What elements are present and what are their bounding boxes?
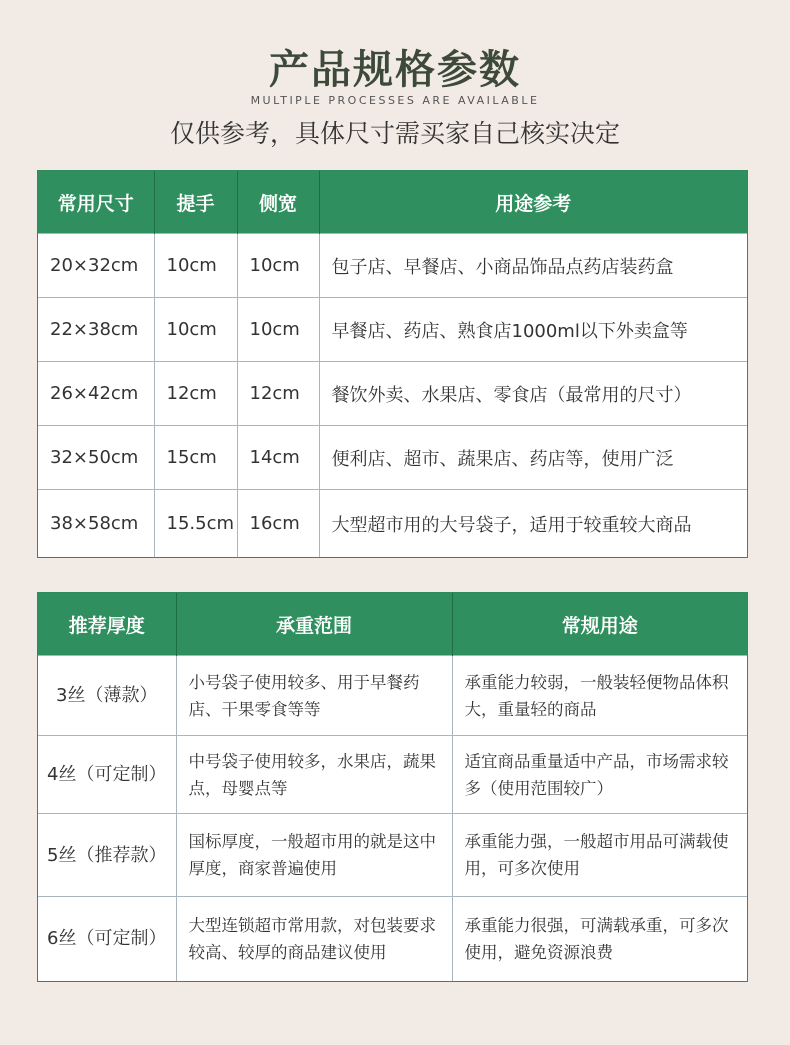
side-width-cell: 12cm <box>237 362 319 426</box>
thickness-table-header-row <box>38 593 747 656</box>
handle-cell: 10cm <box>154 234 237 298</box>
page-title: 产品规格参数 <box>269 47 521 93</box>
load-range-cell: 小号袋子使用较多、用于早餐药店、干果零食等等 <box>176 656 452 736</box>
thickness-cell: 3丝（薄款） <box>38 656 176 736</box>
regular-usage-cell: 适宜商品重量适中产品，市场需求较多（使用范围较广） <box>452 736 747 814</box>
thickness-cell: 5丝（推荐款） <box>38 814 176 897</box>
side-width-cell: 14cm <box>237 426 319 490</box>
table-row <box>38 656 747 736</box>
handle-cell: 10cm <box>154 298 237 362</box>
usage-cell: 包子店、早餐店、小商品饰品点药店装药盒 <box>319 234 747 298</box>
usage-cell: 便利店、超市、蔬果店、药店等，使用广泛 <box>319 426 747 490</box>
header-handle: 提手 <box>154 171 237 234</box>
load-range-cell: 国标厚度，一般超市用的就是这中厚度，商家普遍使用 <box>176 814 452 897</box>
table-row <box>38 234 747 298</box>
header-recommended-thickness: 推荐厚度 <box>38 593 176 656</box>
load-range-cell: 中号袋子使用较多，水果店，蔬果点，母婴点等 <box>176 736 452 814</box>
thickness-cell: 4丝（可定制） <box>38 736 176 814</box>
header-load-range: 承重范围 <box>176 593 452 656</box>
regular-usage-cell: 承重能力较弱，一般装轻便物品体积大，重量轻的商品 <box>452 656 747 736</box>
handle-cell: 12cm <box>154 362 237 426</box>
reference-note: 仅供参考，具体尺寸需买家自己核实决定 <box>169 119 620 148</box>
table-row <box>38 736 747 814</box>
usage-cell: 大型超市用的大号袋子，适用于较重较大商品 <box>319 490 747 558</box>
handle-cell: 15cm <box>154 426 237 490</box>
usage-cell: 餐饮外卖、水果店、零食店（最常用的尺寸） <box>319 362 747 426</box>
size-cell: 22×38cm <box>38 298 154 362</box>
table-row <box>38 426 747 490</box>
table-row <box>38 814 747 897</box>
table-row <box>38 490 747 558</box>
handle-cell: 15.5cm <box>154 490 237 558</box>
thickness-table <box>38 593 747 981</box>
header-regular-usage: 常规用途 <box>452 593 747 656</box>
regular-usage-cell: 承重能力很强，可满载承重，可多次使用，避免资源浪费 <box>452 897 747 981</box>
header-common-size: 常用尺寸 <box>38 171 154 234</box>
header-usage-reference: 用途参考 <box>319 171 747 234</box>
size-cell: 32×50cm <box>38 426 154 490</box>
usage-cell: 早餐店、药店、熟食店1000ml以下外卖盒等 <box>319 298 747 362</box>
side-width-cell: 10cm <box>237 298 319 362</box>
table-row <box>38 298 747 362</box>
regular-usage-cell: 承重能力强，一般超市用品可满载使用，可多次使用 <box>452 814 747 897</box>
table-row <box>38 897 747 981</box>
size-table <box>38 171 747 557</box>
header-side-width: 侧宽 <box>237 171 319 234</box>
side-width-cell: 10cm <box>237 234 319 298</box>
size-cell: 26×42cm <box>38 362 154 426</box>
thickness-cell: 6丝（可定制） <box>38 897 176 981</box>
english-subtitle: MULTIPLE PROCESSES ARE AVAILABLE <box>250 94 540 107</box>
side-width-cell: 16cm <box>237 490 319 558</box>
size-cell: 38×58cm <box>38 490 154 558</box>
size-cell: 20×32cm <box>38 234 154 298</box>
load-range-cell: 大型连锁超市常用款，对包装要求较高、较厚的商品建议使用 <box>176 897 452 981</box>
table-row <box>38 362 747 426</box>
size-table-header-row <box>38 171 747 234</box>
